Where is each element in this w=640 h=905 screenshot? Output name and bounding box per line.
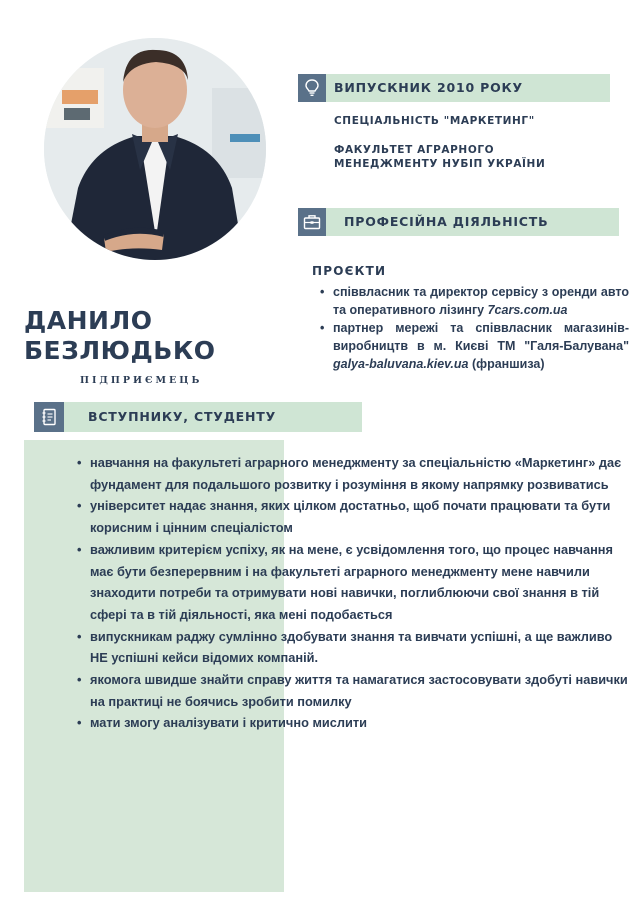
list-item: • університет надає знання, яких цілком достатньо, щоб почати працювати та бути корисним і цінним спеціалістом xyxy=(90,495,630,538)
faculty-line-2: МЕНЕДЖМЕНТУ НУБІП УКРАЇНИ xyxy=(334,158,546,170)
project-link[interactable]: 7cars.com.ua xyxy=(487,303,568,317)
graduate-title: ВИПУСКНИК 2010 РОКУ xyxy=(334,80,523,95)
portrait-photo xyxy=(44,38,266,260)
project-link[interactable]: galya-baluvana.kiev.ua xyxy=(333,357,469,371)
projects-heading: ПРОЄКТИ xyxy=(312,264,387,278)
name-line-1: ДАНИЛО xyxy=(24,306,153,335)
students-title: ВСТУПНИКУ, СТУДЕНТУ xyxy=(88,409,277,424)
list-item: • навчання на факультеті аграрного менеджменту за спеціальністю «Маркетинг» дає фундамент для подальшого розвитку і розуміння в якому напрямку розвиватись xyxy=(90,452,630,495)
faculty-line-1: ФАКУЛЬТЕТ АГРАРНОГО xyxy=(334,144,495,156)
lightbulb-icon xyxy=(298,74,326,102)
advice-list xyxy=(90,452,630,734)
specialty-text: СПЕЦІАЛЬНІСТЬ "МАРКЕТИНГ" xyxy=(334,115,535,127)
person-role: ПІДПРИЄМЕЦЬ xyxy=(80,375,203,386)
briefcase-icon xyxy=(298,208,326,236)
list-item: • мати змогу аналізувати і критично мислити xyxy=(90,712,630,734)
list-item: • якомога швидше знайти справу життя та намагатися застосовувати здобуті навички на практиці не боячись зробити помилку xyxy=(90,669,630,712)
notebook-icon xyxy=(34,402,64,432)
list-item: • випускникам раджу сумлінно здобувати знання та вивчати успішні, а ще важливо НЕ успішні кейси відомих компаній. xyxy=(90,626,630,669)
projects-list xyxy=(333,283,629,373)
person-name xyxy=(24,306,216,366)
name-line-2: БЕЗЛЮДЬКО xyxy=(24,336,216,365)
professional-title: ПРОФЕСІЙНА ДІЯЛЬНІСТЬ xyxy=(344,214,549,229)
list-item: • важливим критерієм успіху, як на мене, є усвідомлення того, що процес навчання має бути безперервним і на факультеті аграрного менеджменту мене навчили знаходити потреби та отримувати нові навички, поглиблюючи свої знання в тій сфері та в тій діяльності, яка мені подобається xyxy=(90,539,630,626)
list-item: • партнер мережі та співвласник магазинів-виробництв в м. Києві ТМ "Галя-Балувана" galya-baluvana.kiev.ua (франшиза) xyxy=(333,319,629,373)
list-item: • співвласник та директор сервісу з оренди авто та оперативного лізингу 7cars.com.ua xyxy=(333,283,629,319)
